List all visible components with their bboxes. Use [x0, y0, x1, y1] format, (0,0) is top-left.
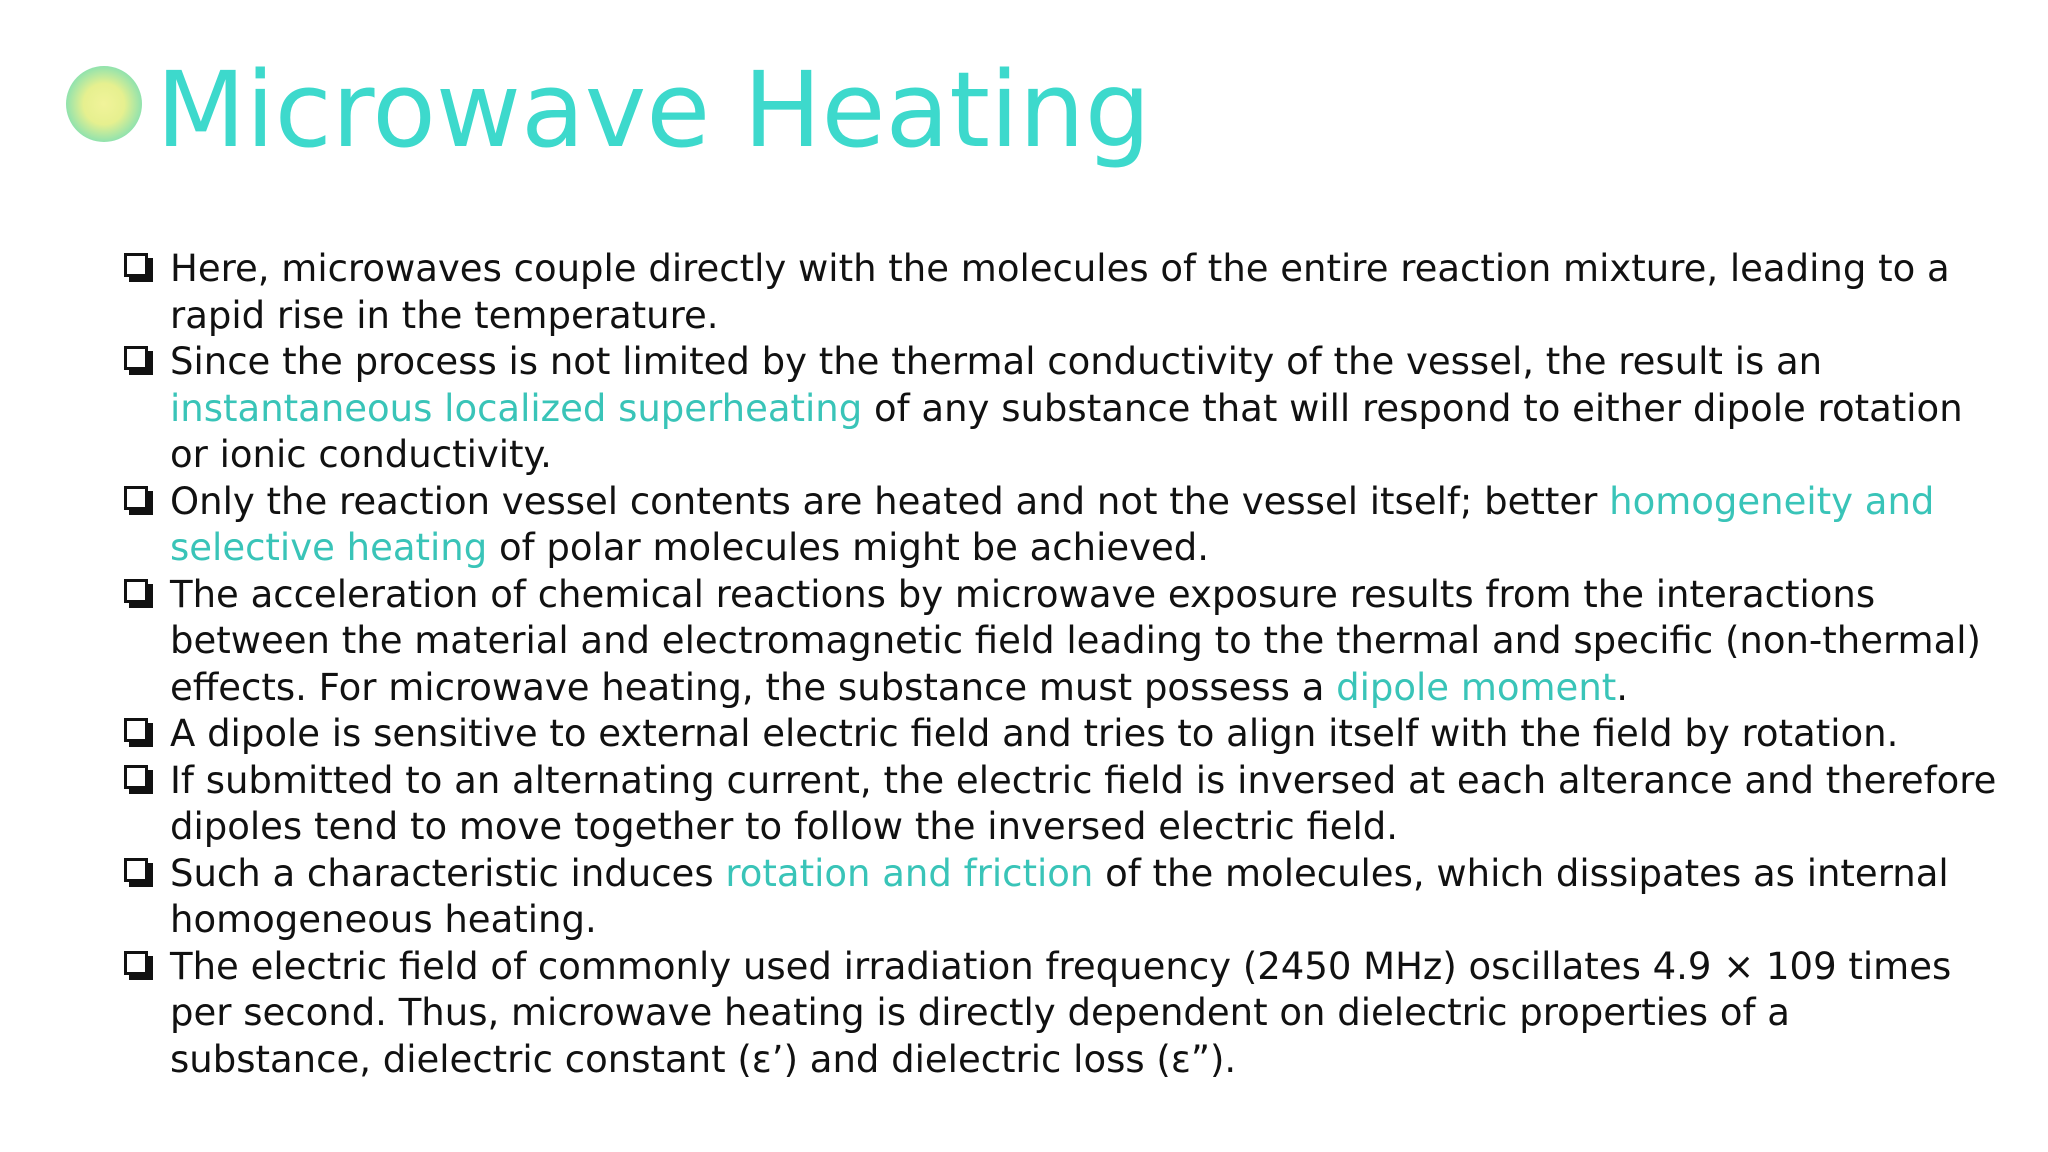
bullet-item-2	[118, 339, 1998, 479]
square-bullet-icon	[124, 858, 148, 882]
bullet-text: The acceleration of chemical reactions by microwave exposure results from the interactions between the material and electromagnetic field leading to the thermal and specific (non-thermal) effects. For microwave heating, the substance must possess a	[170, 572, 1981, 709]
square-bullet-icon	[124, 346, 148, 370]
square-bullet-icon	[124, 486, 148, 510]
square-bullet-icon	[124, 765, 148, 789]
bullet-item-6	[118, 758, 1998, 851]
bullet-text: Such a characteristic induces	[170, 851, 726, 895]
bullet-item-8	[118, 944, 1998, 1084]
bullet-item-4	[118, 572, 1998, 712]
bullet-item-3	[118, 479, 1998, 572]
square-bullet-icon	[124, 718, 148, 742]
highlighted-term: dipole moment	[1336, 665, 1617, 709]
title-circle-icon	[66, 66, 142, 142]
bullet-text: Since the process is not limited by the thermal conductivity of the vessel, the result is an	[170, 340, 1823, 383]
highlighted-term: homogeneity and selective heating	[170, 479, 1935, 569]
bullet-item-1	[118, 246, 1998, 339]
bullet-item-5	[118, 711, 1998, 758]
square-bullet-icon	[124, 951, 148, 975]
bullet-text: The electric field of commonly used irradiation frequency (2450 MHz) oscillates 4.9 × 109 times per second. Thus, microwave heating is directly dependent on dielectric properties of a substance, dielectric constant (ε’) and dielectric loss (ε”).	[170, 944, 1952, 1081]
bullet-text: of polar molecules might be achieved.	[487, 526, 1210, 569]
square-bullet-icon	[124, 579, 148, 603]
bullet-text: A dipole is sensitive to external electric field and tries to align itself with the field by rotation.	[170, 712, 1899, 755]
bullet-list	[118, 246, 1998, 1083]
bullet-text: .	[1616, 665, 1629, 709]
bullet-text: Here, microwaves couple directly with the molecules of the entire reaction mixture, leading to a rapid rise in the temperature.	[170, 247, 1950, 337]
bullet-text: If submitted to an alternating current, the electric field is inversed at each alterance and therefore dipoles tend to move together to follow the inversed electric field.	[170, 758, 1997, 848]
bullet-text: Only the reaction vessel contents are heated and not the vessel itself; better	[170, 479, 1610, 523]
bullet-item-7	[118, 851, 1998, 944]
highlighted-term: rotation and friction	[725, 851, 1094, 895]
slide-title: Microwave Heating	[156, 49, 1151, 171]
highlighted-term: instantaneous localized superheating	[170, 386, 863, 430]
square-bullet-icon	[124, 253, 148, 277]
bullet-text: of any substance that will respond to either dipole rotation or ionic conductivity.	[170, 386, 1963, 476]
bullet-text: of the molecules, which dissipates as internal homogeneous heating.	[170, 851, 1949, 941]
